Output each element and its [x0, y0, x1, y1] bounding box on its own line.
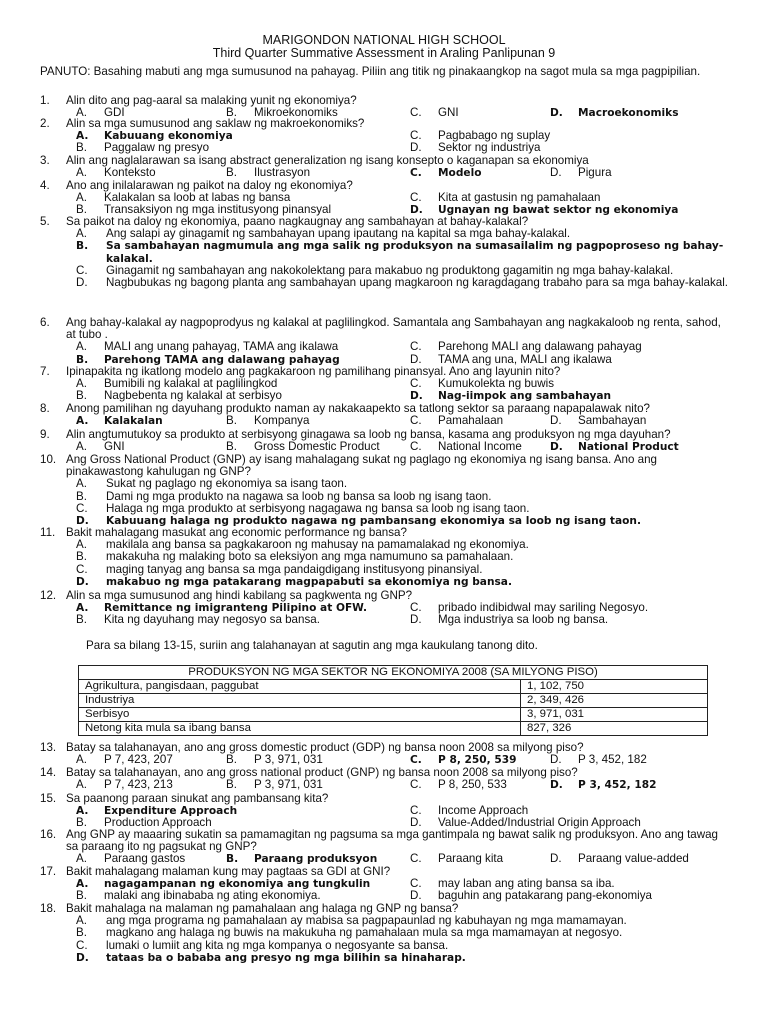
question-number: 10.: [40, 453, 57, 466]
option-row: [40, 754, 730, 766]
option-letter: D.: [550, 414, 562, 428]
option-letter: D.: [550, 166, 562, 180]
question: [40, 118, 730, 155]
option-letter: B.: [226, 106, 237, 120]
option[interactable]: [410, 415, 503, 427]
question-text: [40, 829, 730, 853]
option[interactable]: [40, 940, 730, 952]
option[interactable]: [76, 853, 185, 865]
option-letter: C.: [76, 938, 88, 952]
option-letter: B.: [76, 203, 87, 217]
option-text: makakuha ng malaking boto sa eleksiyon ang mga namumuno sa pamahalaan.: [106, 550, 514, 564]
option-letter: A.: [76, 106, 87, 120]
option-text: Kalakalan sa loob at labas ng bansa: [104, 191, 291, 205]
question-number: 6.: [40, 316, 50, 329]
option-text: ang mga programa ng pamahalaan ay mabisa sa pagpapaunlad ng kabuhayan ng mga mamamayan.: [106, 914, 627, 928]
option[interactable]: [410, 390, 611, 402]
option[interactable]: [40, 277, 730, 289]
question-number: 13.: [40, 741, 57, 754]
option-letter: B.: [76, 489, 87, 503]
option[interactable]: [40, 564, 730, 576]
option[interactable]: [76, 142, 209, 154]
option[interactable]: [226, 441, 380, 453]
question-stem: Sa paanong paraan sinukat ang pambansang kita?: [66, 792, 329, 805]
option-letter: C.: [410, 377, 422, 391]
option-letter: A.: [76, 415, 89, 428]
option-text: Kabuuang ekonomiya: [104, 130, 233, 143]
option-text: National Product: [578, 441, 679, 454]
option-letter: C.: [410, 601, 422, 615]
option[interactable]: [76, 779, 173, 791]
option-letter: D.: [76, 951, 89, 964]
question-number: 11.: [40, 526, 56, 539]
option-text: tataas ba o bababa ang presyo ng mga bilihin sa hinaharap.: [106, 951, 466, 964]
question: [40, 454, 730, 527]
question-number: 15.: [40, 792, 57, 805]
option[interactable]: [410, 378, 554, 390]
option[interactable]: [76, 441, 125, 453]
question-stem: Ang bahay-kalakal ay nagpoprodyus ng kalakal at paglilingkod. Samantala ang Sambahayan ang nagkakaloob ng renta, sahod, at tubo .: [66, 316, 721, 342]
question-number: 16.: [40, 828, 57, 841]
option-letter: A.: [76, 227, 87, 241]
option-letter: B.: [226, 440, 237, 454]
option[interactable]: [76, 890, 321, 902]
option-letter: A.: [76, 914, 87, 928]
option-text: GNI: [438, 106, 459, 120]
option-text: Expenditure Approach: [104, 805, 238, 818]
question-stem: Batay sa talahanayan, ano ang gross national product (GNP) ng bansa noon 2008 sa milyong piso?: [66, 766, 578, 779]
question-text: [40, 118, 730, 130]
option-text: Parehong MALI ang dalawang pahayag: [438, 340, 642, 354]
option-letter: A.: [76, 440, 87, 454]
sector-value: 3, 971, 031: [521, 708, 708, 722]
option-letter: B.: [76, 816, 87, 830]
option-text: GNI: [104, 440, 125, 454]
option-text: P 7, 423, 207: [104, 753, 173, 767]
option-letter: D.: [410, 613, 422, 627]
option-letter: B.: [226, 853, 239, 866]
option-letter: B.: [76, 889, 87, 903]
option-text: Production Approach: [104, 816, 212, 830]
question-stem: Bakit mahalagang malaman kung may pagtaas sa GDI at GNI?: [66, 865, 391, 878]
question-number: 4.: [40, 179, 50, 192]
option-row: [40, 853, 730, 865]
option-text: Halaga ng mga produkto at serbisyong nagagawa ng bansa sa loob ng isang taon.: [106, 501, 530, 515]
option-text: Ilustrasyon: [254, 166, 311, 180]
option-letter: B.: [76, 613, 87, 627]
option-letter: C.: [410, 778, 422, 792]
question-number: 2.: [40, 117, 50, 130]
option-letter: D.: [410, 352, 422, 366]
question: [40, 527, 730, 588]
question-stem: Alin ang naglalarawan sa isang abstract generalization ng isang konsepto o kaganapan sa ekonomiya: [66, 154, 589, 167]
option[interactable]: [410, 441, 522, 453]
question-text: [40, 866, 730, 878]
production-table: [78, 665, 708, 736]
question-text: [40, 317, 730, 341]
option-text: Paraang value-added: [578, 852, 689, 866]
question-number: 3.: [40, 154, 50, 167]
sector-value: 827, 326: [521, 722, 708, 736]
question: [40, 155, 730, 179]
option-text: makabuo ng mga patakarang magpapabuti sa ekonomiya ng bansa.: [106, 575, 512, 588]
option-letter: A.: [76, 340, 87, 354]
option-text: P 8, 250, 533: [438, 778, 507, 792]
option-letter: A.: [76, 477, 87, 491]
option-letter: D.: [410, 390, 423, 403]
option-text: Macroekonomiks: [578, 107, 679, 120]
option[interactable]: [550, 779, 656, 791]
option-letter: C.: [410, 852, 422, 866]
option-text: maging tanyag ang bansa sa mga pandaigdigang institusyong pinansiyal.: [106, 562, 483, 576]
option-text: National Income: [438, 440, 522, 454]
option-letter: B.: [226, 414, 237, 428]
question-text: [40, 454, 730, 478]
option-letter: D.: [410, 816, 422, 830]
option[interactable]: [550, 853, 689, 865]
option-text: Sa sambahayan nagmumula ang mga salik ng produksyon na sumasailalim ng pagpoproseso ng bahay-kalakal.: [106, 240, 724, 265]
option-text: Remittance ng imigranteng Pilipino at OFW.: [104, 602, 368, 615]
option-text: Paraang produksyon: [254, 853, 378, 866]
option[interactable]: [410, 192, 600, 204]
option-letter: C.: [410, 167, 422, 180]
option[interactable]: [410, 167, 482, 179]
question: [40, 742, 730, 766]
option-text: TAMA ang una, MALI ang ikalawa: [438, 352, 612, 366]
option-text: Ugnayan ng bawat sektor ng ekonomiya: [438, 204, 679, 217]
option-text: Kabuuang halaga ng produkto nagawa ng pambansang ekonomiya sa loob ng isang taon.: [106, 515, 641, 528]
option-text: Kita at gastusin ng pamahalaan: [438, 191, 601, 205]
question-stem: Alin dito ang pag-aaral sa malaking yunit ng ekonomiya?: [66, 94, 357, 107]
option[interactable]: [76, 415, 163, 427]
option-letter: A.: [76, 602, 89, 615]
table-row: [79, 694, 708, 708]
option-text: Paggalaw ng presyo: [104, 141, 210, 155]
question-text: [40, 429, 730, 441]
option[interactable]: [410, 853, 503, 865]
option-letter: D.: [550, 753, 562, 767]
option-letter: D.: [550, 852, 562, 866]
option[interactable]: [410, 354, 612, 366]
option-letter: A.: [76, 878, 89, 891]
option-letter: C.: [410, 877, 422, 891]
question: [40, 180, 730, 217]
option[interactable]: [76, 614, 320, 626]
option-text: lumaki o lumiit ang kita ng mga kompanya o negosyante sa bansa.: [106, 938, 449, 952]
option-text: Kumukolekta ng buwis: [438, 377, 554, 391]
question-stem: Batay sa talahanayan, ano ang gross domestic product (GDP) ng bansa noon 2008 sa milyong piso?: [66, 741, 584, 754]
question: [40, 95, 730, 119]
option-text: Nagbubukas ng bagong planta ang sambahayan upang magkaroon ng karagdagang trabaho para sa mga bahay-kalakal.: [106, 276, 729, 290]
question-stem: Anong pamilihan ng dayuhang produkto naman ay nakakaapekto sa tatlong sektor sa paraang napapalawak nito?: [66, 402, 650, 415]
option-letter: C.: [410, 340, 422, 354]
option-letter: B.: [226, 753, 237, 767]
option-text: Income Approach: [438, 804, 529, 818]
option[interactable]: [76, 167, 156, 179]
option[interactable]: [226, 853, 377, 865]
option[interactable]: [76, 341, 338, 353]
table-title: PRODUKSYON NG MGA SEKTOR NG EKONOMIYA 2008 (SA MILYONG PISO): [79, 666, 708, 680]
option-letter: D.: [550, 107, 563, 120]
option-letter: B.: [76, 141, 87, 155]
option-text: Pagbabago ng suplay: [438, 129, 551, 143]
option-row: [40, 167, 730, 179]
option-row: [40, 890, 730, 902]
option[interactable]: [410, 754, 516, 766]
option[interactable]: [226, 167, 310, 179]
question: [40, 216, 730, 289]
option-letter: C.: [410, 754, 422, 767]
option-text: magkano ang halaga ng buwis na makukuha ng pamahalaan mula sa mga mamamayan at negosyo.: [106, 926, 623, 940]
option-letter: A.: [76, 130, 89, 143]
option[interactable]: [226, 754, 323, 766]
question-stem: Alin sa mga sumusunod ang hindi kabilang sa pagkwenta ng GNP?: [66, 589, 413, 602]
option-text: Transaksiyon ng mga institusyong pinansyal: [104, 203, 332, 217]
option-text: Ang salapi ay ginagamit ng sambahayan upang ipautang na kapital sa mga bahay-kalakal.: [106, 227, 571, 241]
sector-name: Serbisyo: [79, 708, 521, 722]
option-text: malaki ang ibinababa ng ating ekonomiya.: [104, 889, 321, 903]
option-text: Ginagamit ng sambahayan ang nakokolektang para makabuo ng produktong gagamitin ng mga bahay-kalakal.: [106, 263, 674, 277]
option-letter: A.: [76, 852, 87, 866]
option-letter: C.: [410, 414, 422, 428]
option-text: GDI: [104, 106, 125, 120]
option-text: P 3, 971, 031: [254, 753, 323, 767]
table-row: [79, 722, 708, 736]
option-text: Parehong TAMA ang dalawang pahayag: [104, 353, 340, 366]
question: [40, 590, 730, 627]
question-stem: Ang GNP ay maaaring sukatin sa pamamagitan ng pagsuma sa mga gantimpala ng bawat salik ng produksyon. Ano ang tawag sa paraang ito ng pagsukat ng GNP?: [66, 828, 719, 854]
option-row: [40, 415, 730, 427]
option-letter: C.: [76, 263, 88, 277]
option-text: Gross Domestic Product: [254, 440, 380, 454]
question: [40, 317, 730, 366]
option-text: Paraang kita: [438, 852, 504, 866]
option-letter: B.: [76, 240, 89, 253]
option[interactable]: [550, 167, 612, 179]
option-text: Paraang gastos: [104, 852, 186, 866]
option-text: P 3, 971, 031: [254, 778, 323, 792]
option-letter: C.: [410, 106, 422, 120]
option-text: makilala ang bansa sa pagkakaroon ng mahusay na pamamalakad ng ekonomiya.: [106, 538, 529, 552]
option[interactable]: [550, 415, 646, 427]
question: [40, 866, 730, 903]
option-text: Nag-iimpok ang sambahayan: [438, 390, 612, 403]
question-stem: Bakit mahalaga na malaman ng pamahalaan ang halaga ng GNP ng bansa?: [66, 902, 459, 915]
option-text: P 8, 250, 539: [438, 754, 517, 767]
option[interactable]: [40, 503, 730, 515]
sector-name: Netong kita mula sa ibang bansa: [79, 722, 521, 736]
question-stem: Alin sa mga sumusunod ang saklaw ng makroekonomiks?: [66, 117, 365, 130]
option[interactable]: [76, 390, 282, 402]
option-letter: B.: [76, 389, 87, 403]
option[interactable]: [40, 228, 730, 240]
option-text: baguhin ang patakarang pang-ekonomiya: [438, 889, 653, 903]
option-letter: D.: [550, 441, 563, 454]
question-stem: Ang Gross National Product (GNP) ay isang mahalagang sukat ng paglago ng ekonomiya ng isang bansa. Ano ang pinakawastong kahulugan ng GNP?: [66, 453, 658, 479]
question-stem: Ipinapakita ng ikatlong modelo ang pagkakaroon ng pamilihang pinansyal. Ano ang layunin nito?: [66, 365, 561, 378]
question: [40, 793, 730, 830]
option[interactable]: [410, 779, 507, 791]
table-row: [79, 708, 708, 722]
option-letter: B.: [76, 550, 87, 564]
option[interactable]: [410, 890, 652, 902]
option-text: Pamahalaan: [438, 414, 504, 428]
option-text: Sambahayan: [578, 414, 647, 428]
option-text: Modelo: [438, 167, 482, 180]
option[interactable]: [40, 240, 730, 264]
option[interactable]: [410, 142, 540, 154]
table-body: [79, 680, 708, 736]
question-stem: Sa paikot na daloy ng ekonomiya, paano nagkaugnay ang sambahayan at bahay-kalakal?: [66, 215, 529, 228]
question-number: 18.: [40, 902, 57, 915]
option[interactable]: [410, 614, 608, 626]
option[interactable]: [40, 952, 730, 964]
option-row: [40, 441, 730, 453]
option-text: Pigura: [578, 166, 612, 180]
option-text: P 3, 452, 182: [578, 779, 657, 792]
question-number: 8.: [40, 402, 50, 415]
option-letter: A.: [76, 753, 87, 767]
option-text: Mga industriya sa loob ng bansa.: [438, 613, 609, 627]
option-text: Dami ng mga produkto na nagawa sa loob ng bansa sa loob ng isang taon.: [106, 489, 492, 503]
question-stem: Alin angtumutukoy sa produkto at serbisyong ginagawa sa loob ng bansa, kasama ang produksyon ng mga dayuhan?: [66, 428, 671, 441]
option-letter: D.: [76, 276, 88, 290]
question-number: 5.: [40, 215, 50, 228]
option-text: Sektor ng industriya: [438, 141, 541, 155]
question-text: [40, 95, 730, 107]
question-number: 12.: [40, 589, 57, 602]
question-number: 9.: [40, 428, 50, 441]
option-row: [40, 341, 730, 353]
option-text: Bumibili ng kalakal at paglilingkod: [104, 377, 278, 391]
option-row: [40, 354, 730, 366]
sector-name: Agrikultura, pangisdaan, paggubat: [79, 680, 521, 694]
option-text: Nagbebenta ng kalakal at serbisyo: [104, 389, 282, 403]
option-letter: B.: [76, 353, 89, 366]
instructions: PANUTO: Basahing mabuti ang mga sumusunod na pahayag. Piliin ang titik ng pinakaangkop na sagot mula sa mga pagpipilian.: [40, 65, 701, 78]
sector-value: 1, 102, 750: [521, 680, 708, 694]
option-text: MALI ang unang pahayag, TAMA ang ikalawa: [104, 340, 339, 354]
exam-title: Third Quarter Summative Assessment in Araling Panlipunan 9: [212, 46, 556, 60]
question-number: 7.: [40, 365, 50, 378]
question-number: 17.: [40, 865, 57, 878]
question: [40, 767, 730, 791]
option-letter: D.: [76, 515, 89, 528]
option-letter: C.: [76, 501, 88, 515]
option-text: Sukat ng paglago ng ekonomiya sa isang taon.: [106, 477, 348, 491]
option-row: [40, 390, 730, 402]
option-text: Mikroekonomiks: [254, 106, 338, 120]
option-letter: A.: [76, 377, 87, 391]
option[interactable]: [76, 354, 340, 366]
question-number: 14.: [40, 766, 57, 779]
sector-value: 2, 349, 426: [521, 694, 708, 708]
question-stem: Bakit mahalagang masukat ang economic performance ng bansa?: [66, 526, 407, 539]
question: [40, 366, 730, 403]
option-letter: C.: [410, 191, 422, 205]
option-text: Kalakalan: [104, 415, 163, 428]
option-text: Value-Added/Industrial Origin Approach: [438, 816, 641, 830]
option-text: Kompanya: [254, 414, 310, 428]
option-letter: D.: [550, 779, 563, 792]
option-letter: B.: [226, 166, 237, 180]
question-number: 1.: [40, 94, 50, 107]
question-stem: Ano ang inilalarawan ng paikot na daloy ng ekonomiya?: [66, 179, 353, 192]
question: [40, 829, 730, 866]
option-text: Konteksto: [104, 166, 156, 180]
option-letter: A.: [76, 538, 87, 552]
option-letter: A.: [76, 778, 87, 792]
school-name: MARIGONDON NATIONAL HIGH SCHOOL: [262, 33, 506, 47]
question: [40, 429, 730, 453]
option-row: [40, 142, 730, 154]
option[interactable]: [76, 754, 173, 766]
table-intro: Para sa bilang 13-15, suriin ang talahanayan at sagutin ang mga kaukulang tanong dito.: [86, 639, 538, 652]
table-row: [79, 680, 708, 694]
option-letter: B.: [226, 778, 237, 792]
option-row: [40, 779, 730, 791]
option-letter: C.: [410, 440, 422, 454]
option-letter: D.: [76, 575, 89, 588]
question-text: [40, 793, 730, 805]
option-letter: A.: [76, 191, 87, 205]
option[interactable]: [226, 779, 323, 791]
option[interactable]: [40, 576, 730, 588]
option-letter: D.: [410, 889, 422, 903]
option-letter: C.: [410, 804, 422, 818]
option[interactable]: [550, 441, 679, 453]
option-text: P 7, 423, 213: [104, 778, 173, 792]
option-letter: B.: [76, 926, 87, 940]
option-row: [40, 614, 730, 626]
sector-name: Industriya: [79, 694, 521, 708]
option-letter: A.: [76, 805, 89, 818]
option-text: may laban ang ating bansa sa iba.: [438, 877, 615, 891]
option-letter: C.: [76, 562, 88, 576]
question: [40, 903, 730, 964]
option-letter: C.: [410, 129, 422, 143]
option-text: nagagampanan ng ekonomiya ang tungkulin: [104, 878, 371, 891]
option-letter: D.: [410, 141, 422, 155]
option-text: Kita ng dayuhang may negosyo sa bansa.: [104, 613, 320, 627]
question: [40, 403, 730, 427]
option-letter: A.: [76, 166, 87, 180]
option-text: P 3, 452, 182: [578, 753, 647, 767]
option-text: pribado indibidwal may sariling Negosyo.: [438, 601, 649, 615]
option[interactable]: [226, 415, 309, 427]
option[interactable]: [550, 754, 647, 766]
option-letter: D.: [410, 204, 423, 217]
